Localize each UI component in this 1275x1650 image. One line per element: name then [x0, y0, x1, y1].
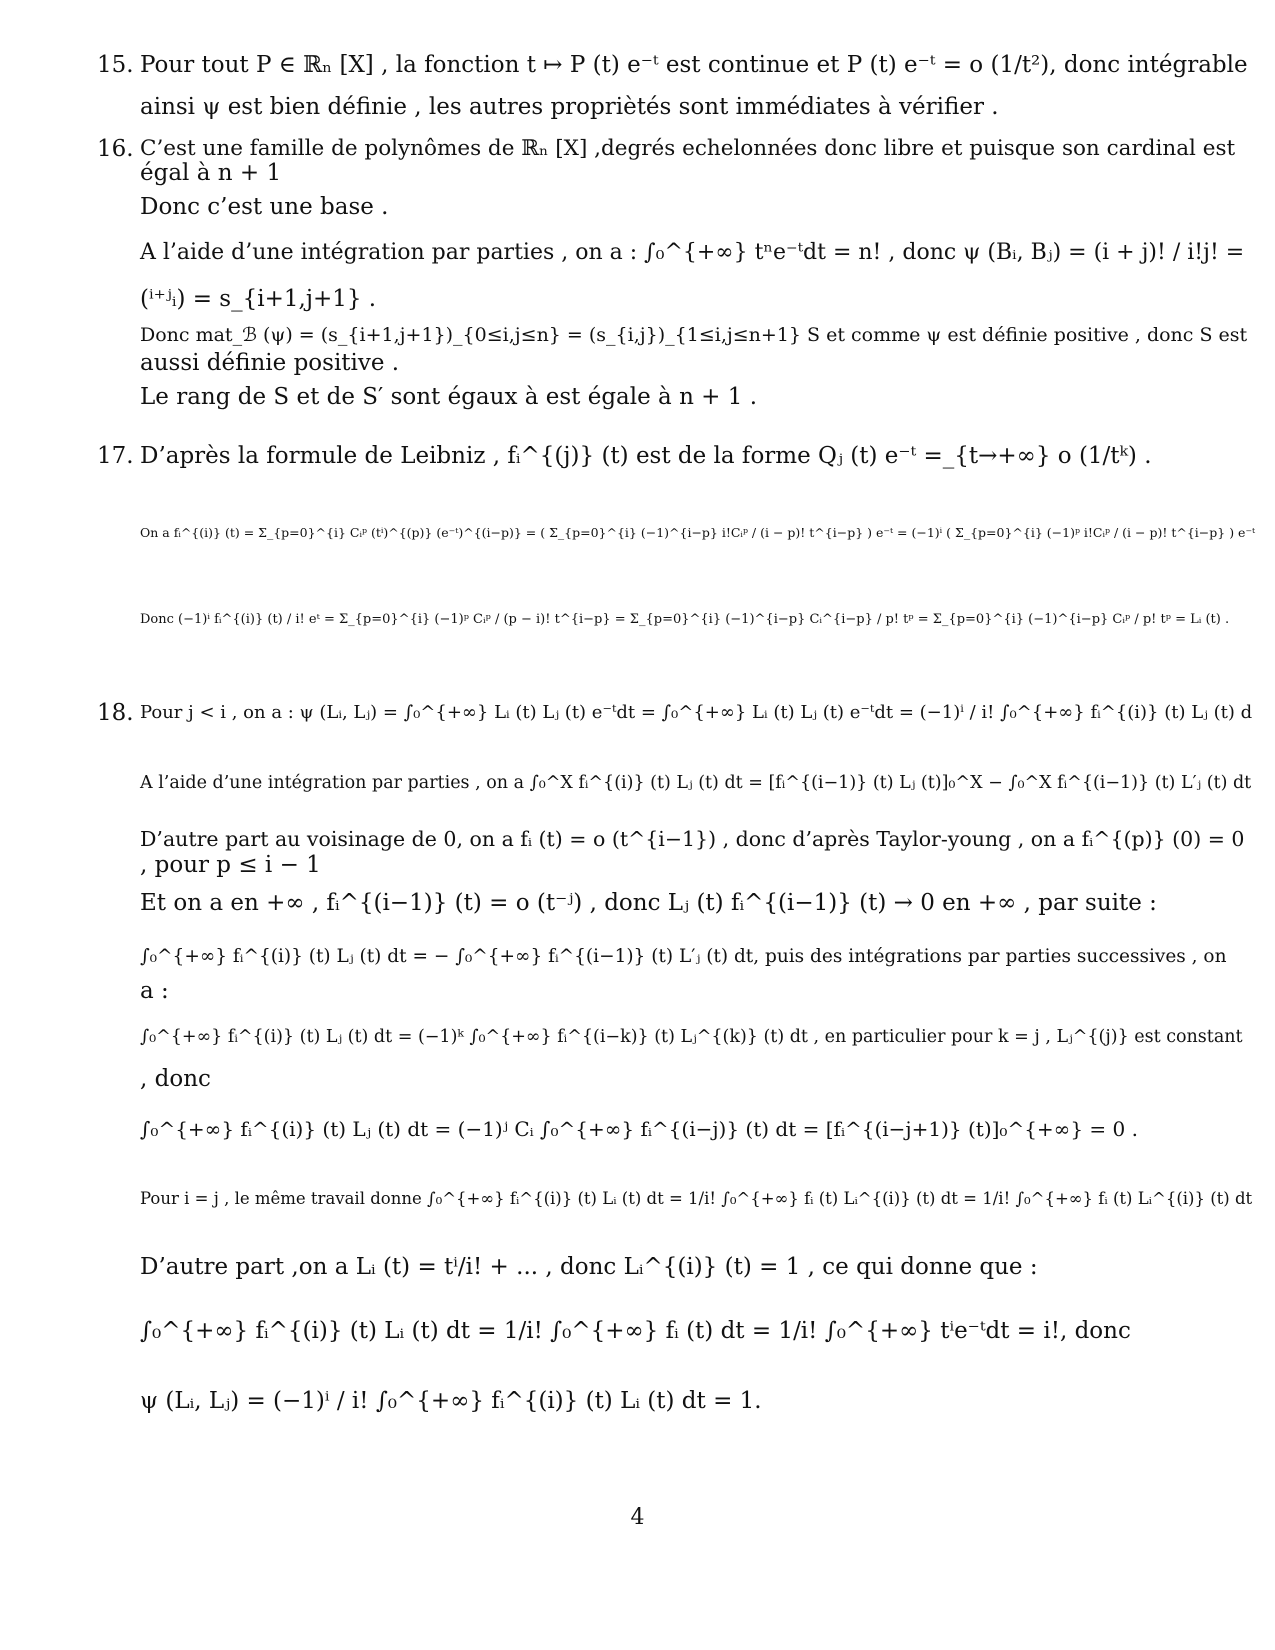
formula-line: Pour i = j , le même travail donne ∫₀^{+∞} fᵢ^{(i)} (t) Lᵢ (t) dt = 1/i! ∫₀^{+∞} fᵢ (t) Lᵢ^{(i)} (t) dt = 1/i! ∫₀^{+∞} fᵢ (t) Lᵢ^{(i)} (t) dt [140, 1189, 1253, 1208]
text-line: A l’aide d’une intégration par parties , on a : ∫₀^{+∞} tⁿe⁻ᵗdt = n! , donc ψ (Bᵢ, Bⱼ) = (i + j)! / i!j! = [140, 240, 1245, 265]
text-line: D’après la formule de Leibniz , fᵢ^{(j)} (t) est de la forme Qⱼ (t) e⁻ᵗ =_{t→+∞} o (1/tᵏ) . [140, 443, 1152, 469]
formula-line: Donc (−1)ⁱ fᵢ^{(i)} (t) / i! eᵗ = Σ_{p=0}^{i} (−1)ᵖ Cᵢᵖ / (p − i)! t^{i−p} = Σ_{p=0}^{i} (−1)^{i−p} Cᵢ^{i−p} / p! tᵖ = Σ_{p=0}^{i} (−1)^{i−p} Cᵢᵖ / p! tᵖ = Lᵢ (t) . [140, 612, 1230, 627]
text-line: Donc mat_ℬ (ψ) = (s_{i+1,j+1})_{0≤i,j≤n} = (s_{i,j})_{1≤i,j≤n+1} S et comme ψ est définie positive , donc S est [140, 324, 1248, 346]
text-line: D’autre part au voisinage de 0, on a fᵢ (t) = o (t^{i−1}) , donc d’après Taylor-young , on a fᵢ^{(p)} (0) = 0 [140, 827, 1245, 851]
item-number: 16. [97, 136, 134, 162]
formula-line: ∫₀^{+∞} fᵢ^{(i)} (t) Lⱼ (t) dt = (−1)ʲ Cᵢ ∫₀^{+∞} fᵢ^{(i−j)} (t) dt = [fᵢ^{(i−j+1)} (t)]₀^{+∞} = 0 . [140, 1117, 1138, 1141]
text-line: égal à n + 1 [140, 160, 282, 186]
formula-line: A l’aide d’une intégration par parties , on a ∫₀^X fᵢ^{(i)} (t) Lⱼ (t) dt = [fᵢ^{(i−1)} (t) Lⱼ (t)]₀^X − ∫₀^X fᵢ^{(i−1)} (t) L′ⱼ (t) dt [140, 773, 1252, 793]
text-line: C’est une famille de polynômes de ℝₙ [X] ,degrés echelonnées donc libre et puisque son cardinal est [140, 136, 1236, 161]
item-number: 17. [97, 443, 134, 469]
text-line: Le rang de S et de S′ sont égaux à est égale à n + 1 . [140, 384, 758, 410]
formula-line: ψ (Lᵢ, Lⱼ) = (−1)ⁱ / i! ∫₀^{+∞} fᵢ^{(i)} (t) Lᵢ (t) dt = 1. [140, 1388, 762, 1414]
page-number: 4 [630, 1505, 645, 1530]
text-line: Pour tout P ∈ ℝₙ [X] , la fonction t ↦ P (t) e⁻ᵗ est continue et P (t) e⁻ᵗ = o (1/t²), donc intégrable [140, 52, 1248, 78]
formula-line: On a fᵢ^{(i)} (t) = Σ_{p=0}^{i} Cᵢᵖ (tⁱ)^{(p)} (e⁻ᵗ)^{(i−p)} = ( Σ_{p=0}^{i} (−1)^{i−p} i!Cᵢᵖ / (i − p)! t^{i−p} ) e⁻ᵗ = (−1)ⁱ ( Σ_{p=0}^{i} (−1)ᵖ i!Cᵢᵖ / (i − p)! t^{i−p} ) e⁻ᵗ [140, 525, 1256, 540]
formula-line: ∫₀^{+∞} fᵢ^{(i)} (t) Lⱼ (t) dt = (−1)ᵏ ∫₀^{+∞} fᵢ^{(i−k)} (t) Lⱼ^{(k)} (t) dt , en particulier pour k = j , Lⱼ^{(j)} est constant [140, 1027, 1243, 1047]
text-line: aussi définie positive . [140, 350, 400, 376]
item-number: 18. [97, 700, 134, 726]
item-number: 15. [97, 52, 134, 78]
text-line: a : [140, 978, 169, 1004]
text-line: , pour p ≤ i − 1 [140, 852, 321, 878]
text-line: ainsi ψ est bien définie , les autres propriètés sont immédiates à vérifier . [140, 94, 999, 120]
formula-line: Pour j < i , on a : ψ (Lᵢ, Lⱼ) = ∫₀^{+∞} Lᵢ (t) Lⱼ (t) e⁻ᵗdt = ∫₀^{+∞} Lᵢ (t) Lⱼ (t) e⁻ᵗdt = (−1)ⁱ / i! ∫₀^{+∞} fᵢ^{(i)} (t) Lⱼ (t) d [140, 702, 1253, 723]
text-line: , donc [140, 1066, 211, 1092]
text-line: Et on a en +∞ , fᵢ^{(i−1)} (t) = o (t⁻ʲ) , donc Lⱼ (t) fᵢ^{(i−1)} (t) → 0 en +∞ , par suite : [140, 890, 1157, 916]
formula-line: ∫₀^{+∞} fᵢ^{(i)} (t) Lⱼ (t) dt = − ∫₀^{+∞} fᵢ^{(i−1)} (t) L′ⱼ (t) dt, puis des intégrations par parties successives , on [140, 946, 1227, 967]
text-line: (ⁱ⁺ʲᵢ) = s_{i+1,j+1} . [140, 286, 377, 312]
formula-line: ∫₀^{+∞} fᵢ^{(i)} (t) Lᵢ (t) dt = 1/i! ∫₀^{+∞} fᵢ (t) dt = 1/i! ∫₀^{+∞} tⁱe⁻ᵗdt = i!, donc [140, 1318, 1131, 1344]
text-line: Donc c’est une base . [140, 194, 389, 220]
text-line: D’autre part ,on a Lᵢ (t) = tⁱ/i! + ... , donc Lᵢ^{(i)} (t) = 1 , ce qui donne que : [140, 1254, 1038, 1280]
